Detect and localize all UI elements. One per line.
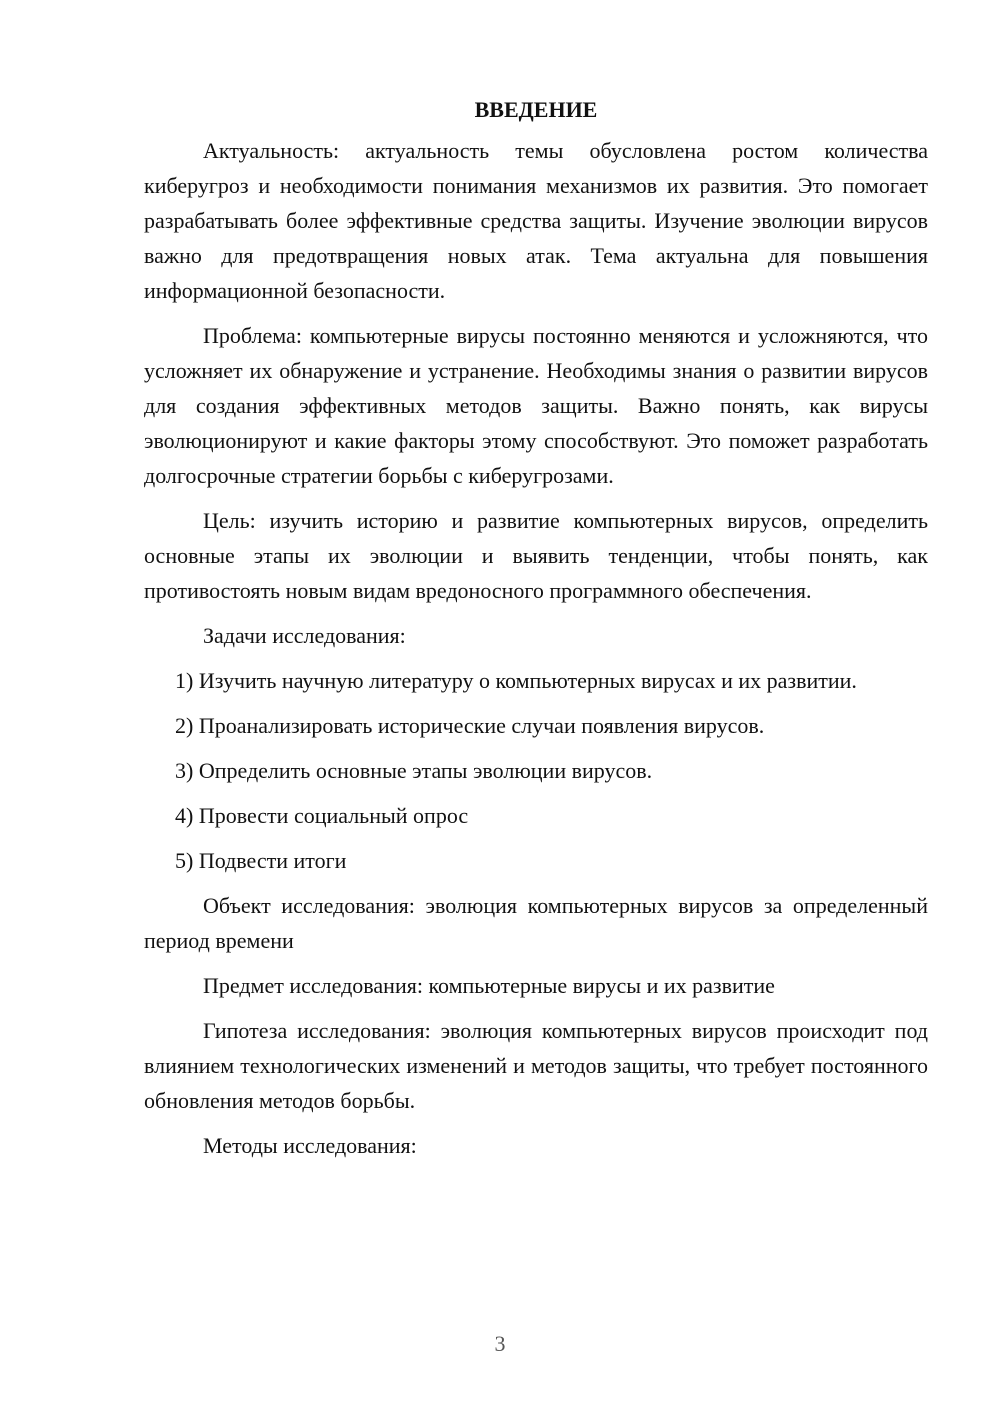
task-item-1: 1) Изучить научную литературу о компьютерных вирусах и их развитии. (175, 668, 857, 693)
hypothesis-paragraph: Гипотеза исследования: эволюция компьютерных вирусов происходит под влиянием технологических изменений и методов защиты, что требует постоянного обновления методов борьбы. (144, 1018, 928, 1113)
actuality-paragraph: Актуальность: актуальность темы обусловлена ростом количества киберугроз и необходимости понимания механизмов их развития. Это помогает разрабатывать более эффективные средства защиты. Изучение эволюции вирусов важно для предотвращения новых атак. Тема актуальна для повышения информационной безопасности. (144, 138, 928, 303)
object-paragraph: Объект исследования: эволюция компьютерных вирусов за определенный период времени (144, 893, 928, 953)
task-item-5: 5) Подвести итоги (175, 848, 347, 873)
task-item-3: 3) Определить основные этапы эволюции вирусов. (175, 758, 653, 783)
page-content (144, 92, 928, 1173)
page-title: ВВЕДЕНИЕ (474, 97, 598, 122)
problem-paragraph: Проблема: компьютерные вирусы постоянно меняются и усложняются, что усложняет их обнаружение и устранение. Необходимы знания о развитии вирусов для создания эффективных методов защиты. Важно понять, как вирусы эволюционируют и какие факторы этому способствуют. Это поможет разработать долгосрочные стратегии борьбы с киберугрозами. (144, 323, 928, 488)
subject-paragraph: Предмет исследования: компьютерные вирусы и их развитие (203, 973, 775, 998)
task-item-4: 4) Провести социальный опрос (175, 803, 469, 828)
tasks-heading: Задачи исследования: (203, 623, 406, 648)
page-number: 3 (494, 1331, 506, 1356)
task-item-2: 2) Проанализировать исторические случаи появления вирусов. (175, 713, 765, 738)
goal-paragraph: Цель: изучить историю и развитие компьютерных вирусов, определить основные этапы их эволюции и выявить тенденции, чтобы понять, как противостоять новым видам вредоносного программного обеспечения. (144, 508, 928, 603)
methods-heading: Методы исследования: (203, 1133, 417, 1158)
